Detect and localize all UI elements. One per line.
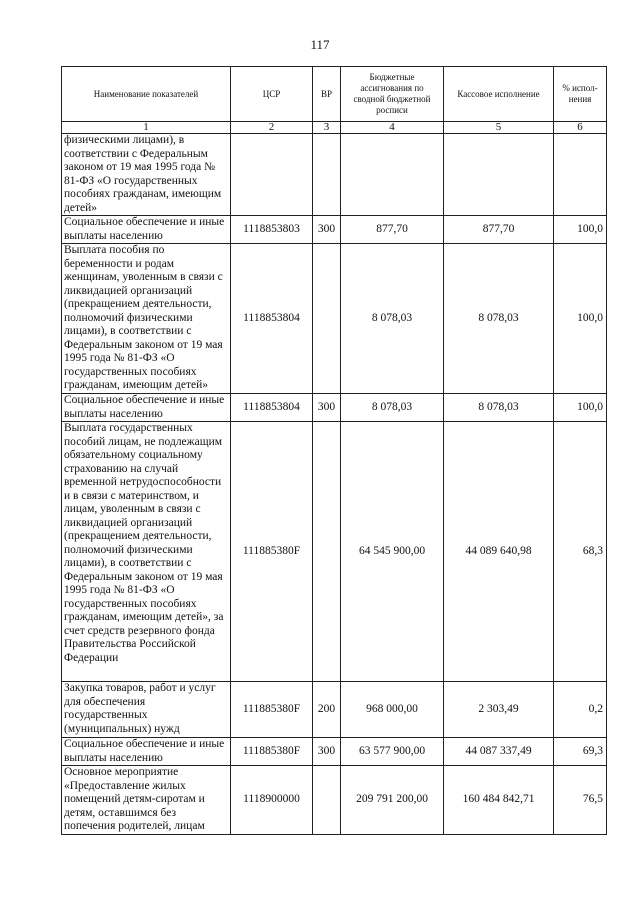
budget-execution-table	[61, 66, 607, 835]
row-percent: 100,0	[554, 394, 607, 422]
row-vr: 300	[313, 738, 341, 766]
row-budget: 209 791 200,00	[341, 766, 444, 835]
row-executed: 44 089 640,98	[444, 422, 554, 682]
table-row	[62, 766, 607, 835]
row-percent: 68,3	[554, 422, 607, 682]
row-name: Выплата пособия по беременности и родам женщинам, уволенным в связи с ликвидацией организаций (прекращением деятельности, полномочий физическими лицами), в соответствии с Федеральным законом от 19 мая 1995 года № 81-ФЗ «О государственных пособиях гражданам, имеющим детей»	[62, 244, 231, 394]
row-name: Закупка товаров, работ и услуг для обеспечения государственных (муниципальных) нужд	[62, 682, 231, 738]
row-csr: 111885380F	[231, 738, 313, 766]
column-number: 3	[313, 122, 341, 134]
row-vr	[313, 134, 341, 216]
row-vr: 300	[313, 394, 341, 422]
column-header-vr: ВР	[313, 67, 341, 122]
column-number: 6	[554, 122, 607, 134]
row-vr: 300	[313, 216, 341, 244]
row-budget: 8 078,03	[341, 244, 444, 394]
column-number: 1	[62, 122, 231, 134]
column-number: 4	[341, 122, 444, 134]
page-number: 117	[310, 37, 330, 52]
row-name: Основное мероприятие «Предоставление жилых помещений детям-сиротам и детям, оставшимся без попечения родителей, лицам	[62, 766, 231, 835]
row-percent	[554, 134, 607, 216]
row-executed: 44 087 337,49	[444, 738, 554, 766]
row-csr: 1118853804	[231, 394, 313, 422]
table-row	[62, 682, 607, 738]
row-executed: 160 484 842,71	[444, 766, 554, 835]
row-budget: 63 577 900,00	[341, 738, 444, 766]
table-row	[62, 422, 607, 682]
column-header-percent: % испол-нения	[554, 67, 607, 122]
column-header-executed: Кассовое исполнение	[444, 67, 554, 122]
row-vr	[313, 422, 341, 682]
row-csr: 111885380F	[231, 682, 313, 738]
row-name: Социальное обеспечение и иные выплаты населению	[62, 738, 231, 766]
column-number-row	[62, 122, 607, 134]
row-percent: 0,2	[554, 682, 607, 738]
row-csr: 1118900000	[231, 766, 313, 835]
row-name: Выплата государственных пособий лицам, не подлежащим обязательному социальному страхованию на случай временной нетрудоспособности и в связи с материнством, и лицам, уволенным в связи с ликвидацией организаций (прекращением деятельности, полномочий физическими лицами), в соответствии с Федеральным законом от 19 мая 1995 года № 81-ФЗ «О государственных пособиях гражданам, имеющим детей», за счет средств резервного фонда Правительства Российской Федерации	[62, 422, 231, 682]
row-name: Социальное обеспечение и иные выплаты населению	[62, 216, 231, 244]
row-csr: 1118853803	[231, 216, 313, 244]
table-row	[62, 738, 607, 766]
row-percent: 100,0	[554, 244, 607, 394]
table-row	[62, 216, 607, 244]
row-executed	[444, 134, 554, 216]
row-name: физическими лицами), в соответствии с Федеральным законом от 19 мая 1995 года № 81-ФЗ «О государственных пособиях гражданам, имеющим детей»	[62, 134, 231, 216]
row-vr	[313, 766, 341, 835]
column-header-budget: Бюджетные ассигнования по сводной бюджетной росписи	[341, 67, 444, 122]
row-csr: 111885380F	[231, 422, 313, 682]
row-vr	[313, 244, 341, 394]
column-header-csr: ЦСР	[231, 67, 313, 122]
table-row	[62, 244, 607, 394]
column-number: 5	[444, 122, 554, 134]
row-budget	[341, 134, 444, 216]
row-name: Социальное обеспечение и иные выплаты населению	[62, 394, 231, 422]
row-executed: 877,70	[444, 216, 554, 244]
table-row	[62, 134, 607, 216]
row-percent: 69,3	[554, 738, 607, 766]
row-executed: 2 303,49	[444, 682, 554, 738]
row-budget: 8 078,03	[341, 394, 444, 422]
row-budget: 877,70	[341, 216, 444, 244]
row-budget: 64 545 900,00	[341, 422, 444, 682]
row-percent: 76,5	[554, 766, 607, 835]
row-csr: 1118853804	[231, 244, 313, 394]
row-executed: 8 078,03	[444, 394, 554, 422]
row-executed: 8 078,03	[444, 244, 554, 394]
header-row	[62, 67, 607, 122]
row-vr: 200	[313, 682, 341, 738]
row-csr	[231, 134, 313, 216]
column-header-name: Наименование показателей	[62, 67, 231, 122]
table-row	[62, 394, 607, 422]
row-percent: 100,0	[554, 216, 607, 244]
column-number: 2	[231, 122, 313, 134]
row-budget: 968 000,00	[341, 682, 444, 738]
